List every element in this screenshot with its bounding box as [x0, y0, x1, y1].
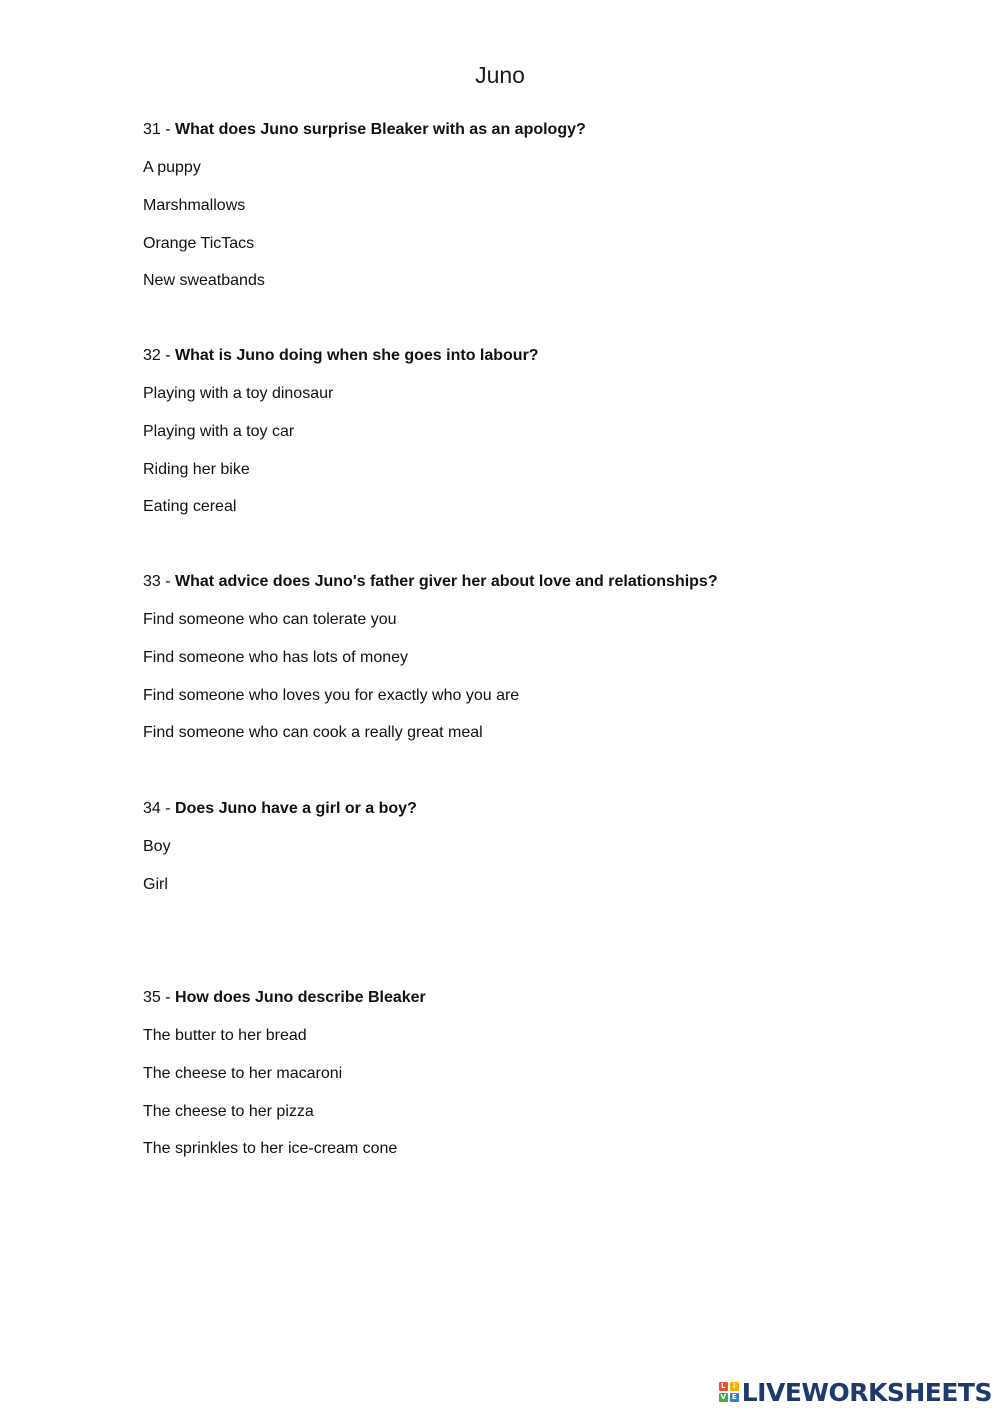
question-prompt	[143, 799, 943, 819]
question-35	[143, 988, 943, 1177]
question-34	[143, 799, 943, 913]
logo-tile: V	[720, 1393, 726, 1401]
answer-option[interactable]: Orange TicTacs	[143, 234, 255, 252]
answer-option[interactable]: Riding her bike	[143, 460, 250, 478]
answer-option[interactable]: Eating cereal	[143, 498, 237, 516]
question-32	[143, 346, 943, 535]
question-prompt	[143, 988, 943, 1008]
question-31	[143, 120, 943, 309]
answer-option[interactable]: Marshmallows	[143, 196, 246, 214]
brand-name: LIVEWORKSHEETS	[741, 1377, 992, 1407]
question-number: 33 -	[143, 573, 176, 590]
question-number: 31 -	[143, 121, 176, 138]
answer-options	[143, 384, 943, 517]
answer-option[interactable]: The butter to her bread	[143, 1027, 307, 1044]
answer-options	[143, 158, 943, 291]
logo-tile: I	[730, 1382, 739, 1391]
question-number: 32 -	[143, 347, 176, 364]
answer-option[interactable]: Boy	[143, 838, 171, 855]
question-text: How does Juno describe Bleaker	[175, 989, 426, 1006]
question-number: 34 -	[143, 800, 176, 817]
question-text: What is Juno doing when she goes into labour?	[175, 347, 539, 364]
answer-option[interactable]: The cheese to her pizza	[143, 1102, 314, 1120]
answer-option[interactable]: Find someone who can cook a really great meal	[143, 724, 483, 742]
question-prompt	[143, 572, 943, 592]
answer-options	[143, 837, 943, 895]
page-title: Juno	[475, 62, 525, 88]
liveworksheets-logo-icon	[719, 1382, 739, 1402]
answer-option[interactable]: A puppy	[143, 159, 201, 176]
answer-option[interactable]: New sweatbands	[143, 272, 265, 290]
answer-options	[143, 1026, 943, 1159]
question-text: What advice does Juno's father giver her about love and relationships?	[175, 573, 718, 590]
answer-option[interactable]: Playing with a toy car	[143, 422, 295, 440]
answer-option[interactable]: Playing with a toy dinosaur	[143, 385, 334, 402]
liveworksheets-branding	[719, 1377, 992, 1407]
question-prompt	[143, 120, 943, 140]
logo-tile: L	[719, 1382, 728, 1391]
answer-option[interactable]: Girl	[143, 875, 168, 893]
answer-options	[143, 610, 943, 743]
answer-option[interactable]: Find someone who can tolerate you	[143, 611, 397, 628]
answer-option[interactable]: Find someone who loves you for exactly who you are	[143, 686, 520, 704]
question-prompt	[143, 346, 943, 366]
question-number: 35 -	[143, 989, 176, 1006]
answer-option[interactable]: The sprinkles to her ice-cream cone	[143, 1140, 398, 1158]
logo-tile: E	[730, 1393, 739, 1402]
answer-option[interactable]: Find someone who has lots of money	[143, 648, 409, 666]
question-33	[143, 572, 943, 761]
question-text: What does Juno surprise Bleaker with as an apology?	[175, 121, 586, 138]
answer-option[interactable]: The cheese to her macaroni	[143, 1064, 343, 1082]
question-text: Does Juno have a girl or a boy?	[175, 800, 417, 817]
